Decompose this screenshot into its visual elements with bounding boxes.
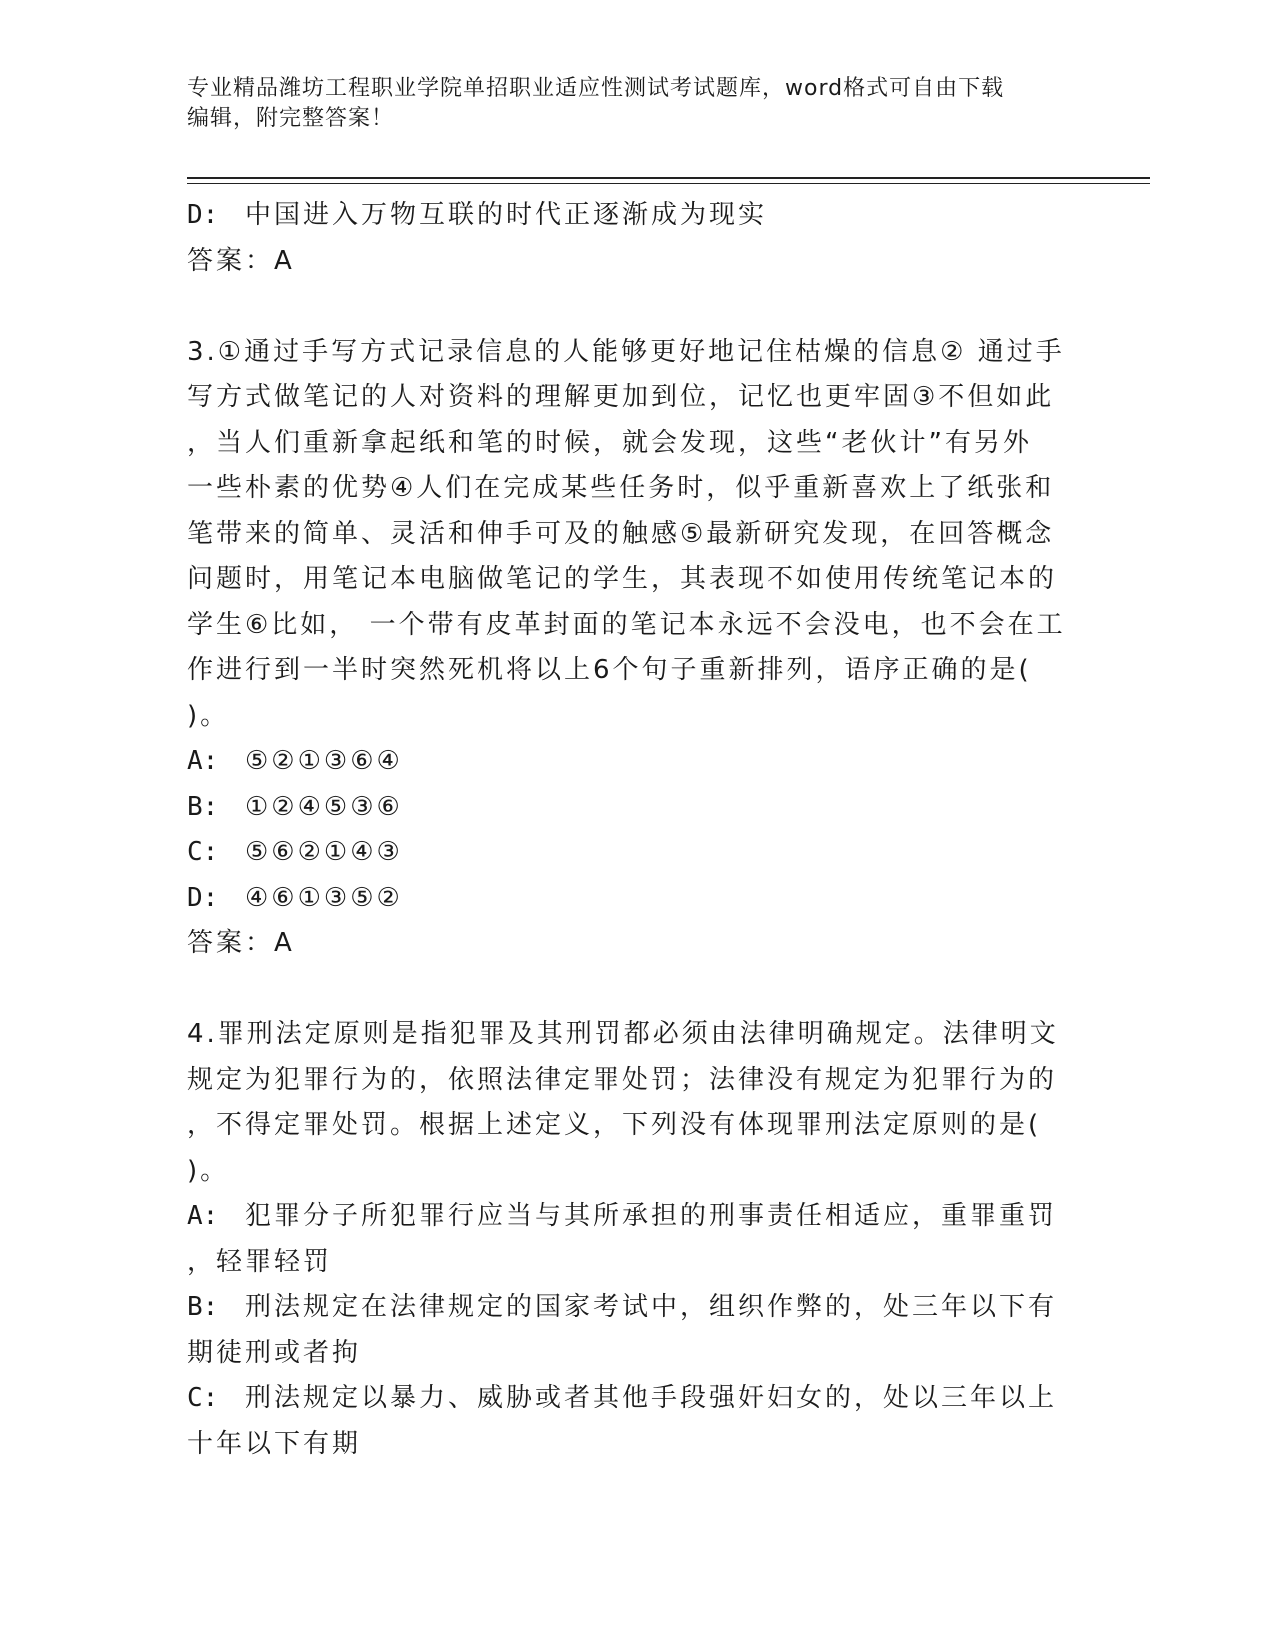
option-b [187, 1285, 1087, 1331]
question-stem-line: 3.①通过手写方式记录信息的人能够更好地记住枯燥的信息② 通过手 [187, 336, 1065, 367]
answer: 答案：A [187, 928, 295, 958]
question-stem-line: )。 [187, 1155, 230, 1186]
option-text: ①②④⑤③⑥ [245, 791, 403, 822]
header-divider-thin [187, 183, 1150, 184]
option-label: A: [187, 1201, 219, 1231]
option-d [187, 193, 1087, 239]
option-continuation: ，轻罪轻罚 [187, 1246, 333, 1277]
question-stem-line: ，当人们重新拿起纸和笔的时候，就会发现，这些“老伙计”有另外 [187, 427, 1032, 458]
question-stem-line: 学生⑥比如， 一个带有皮革封面的笔记本永远不会没电，也不会在工 [187, 609, 1066, 640]
question-stem-line: ，不得定罪处罚。根据上述定义，下列没有体现罪刑法定原则的是( [187, 1110, 1042, 1140]
question-stem-line: 一些朴素的优势④人们在完成某些任务时，似乎重新喜欢上了纸张和 [187, 473, 1055, 503]
option-label: B: [187, 791, 219, 822]
option-text: ④⑥①③⑤② [245, 882, 403, 913]
option-c [187, 1376, 1087, 1422]
option-label: B: [187, 1292, 219, 1322]
header-line-1: 专业精品潍坊工程职业学院单招职业适应性测试考试题库，word格式可自由下载 [187, 76, 1005, 101]
option-c [187, 830, 1087, 876]
option-text: ⑤⑥②①④③ [245, 837, 403, 867]
option-label: D: [187, 882, 219, 913]
question-stem-line: )。 [187, 700, 230, 731]
question-stem-line: 4.罪刑法定原则是指犯罪及其刑罚都必须由法律明确规定。法律明文 [187, 1019, 1059, 1049]
question-stem-line: 笔带来的简单、灵活和伸手可及的触感⑤最新研究发现，在回答概念 [187, 518, 1055, 549]
option-text: ⑤②①③⑥④ [245, 746, 403, 776]
question-3 [187, 330, 1087, 967]
option-label: C: [187, 837, 219, 867]
question-stem-line: 写方式做笔记的人对资料的理解更加到位，记忆也更牢固③不但如此 [187, 382, 1055, 412]
document-body [187, 193, 1087, 1467]
option-text: 中国进入万物互联的时代正逐渐成为现实 [245, 200, 768, 230]
option-a [187, 739, 1087, 785]
option-b [187, 785, 1087, 831]
option-d [187, 876, 1087, 922]
header-divider-thick [187, 177, 1150, 179]
option-continuation: 十年以下有期 [187, 1428, 362, 1459]
question-stem-line: 问题时，用笔记本电脑做笔记的学生，其表现不如使用传统笔记本的 [187, 564, 1058, 594]
option-continuation: 期徒刑或者拘 [187, 1337, 362, 1368]
answer: 答案：A [187, 245, 295, 276]
spacer [187, 284, 1087, 330]
question-stem-line: 作进行到一半时突然死机将以上6个句子重新排列，语序正确的是( [187, 655, 1032, 685]
question-4 [187, 1012, 1087, 1467]
page-header [187, 74, 1067, 134]
option-text: 刑法规定以暴力、威胁或者其他手段强奸妇女的，处以三年以上 [245, 1383, 1058, 1413]
option-label: D: [187, 200, 219, 230]
option-text: 犯罪分子所犯罪行应当与其所承担的刑事责任相适应，重罪重罚 [245, 1201, 1058, 1231]
option-label: C: [187, 1383, 219, 1413]
header-line-2: 编辑，附完整答案！ [187, 106, 395, 131]
spacer [187, 967, 1087, 1013]
option-label: A: [187, 746, 219, 776]
option-text: 刑法规定在法律规定的国家考试中，组织作弊的，处三年以下有 [245, 1292, 1058, 1322]
question-stem-line: 规定为犯罪行为的，依照法律定罪处罚；法律没有规定为犯罪行为的 [187, 1064, 1058, 1095]
option-a [187, 1194, 1087, 1240]
